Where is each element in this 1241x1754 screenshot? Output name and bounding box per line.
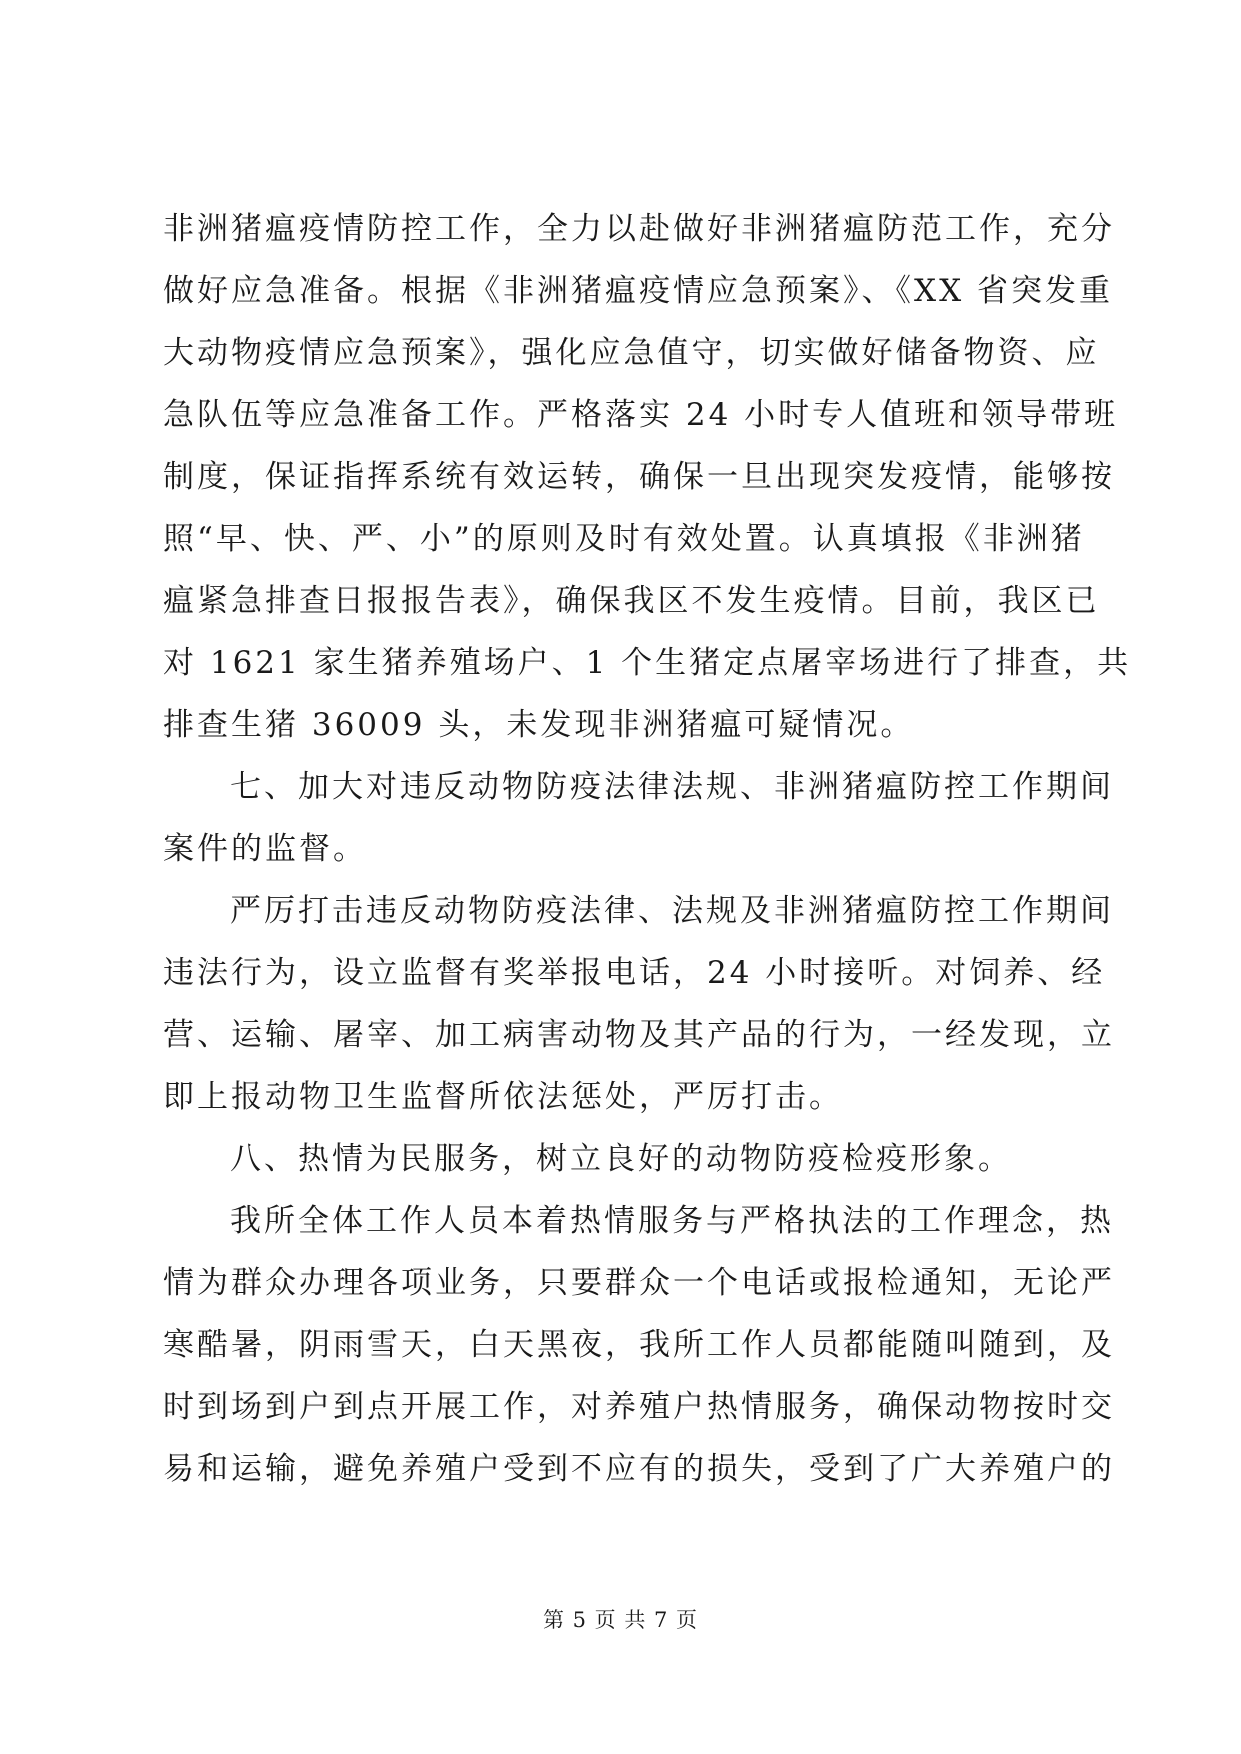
text-line: 即上报动物卫生监督所依法惩处，严厉打击。: [163, 1079, 843, 1115]
text-line: 照“早、快、严、小”的原则及时有效处置。认真填报《非洲猪: [163, 521, 1085, 557]
text-line: 大动物疫情应急预案》，强化应急值守，切实做好储备物资、应: [163, 335, 1100, 371]
text-line: 易和运输，避免养殖户受到不应有的损失，受到了广大养殖户的: [163, 1451, 1115, 1487]
text-line: 我所全体工作人员本着热情服务与严格执法的工作理念，热: [230, 1203, 1114, 1239]
text-line: 严厉打击违反动物防疫法律、法规及非洲猪瘟防控工作期间: [230, 893, 1114, 929]
text-line: 急队伍等应急准备工作。严格落实 24 小时专人值班和领导带班: [163, 397, 1119, 433]
text-line: 违法行为，设立监督有奖举报电话，24 小时接听。对饲养、经: [163, 955, 1106, 991]
page-number-footer: 第 5 页 共 7 页: [542, 1608, 699, 1632]
section-heading-line: 案件的监督。: [163, 831, 367, 867]
section-heading-line: 七、加大对违反动物防疫法律法规、非洲猪瘟防控工作期间: [230, 769, 1114, 805]
text-line: 排查生猪 36009 头，未发现非洲猪瘟可疑情况。: [163, 707, 915, 743]
text-line: 时到场到户到点开展工作，对养殖户热情服务，确保动物按时交: [163, 1389, 1115, 1425]
section-heading-line: 八、热情为民服务，树立良好的动物防疫检疫形象。: [230, 1141, 1012, 1177]
text-line: 营、运输、屠宰、加工病害动物及其产品的行为，一经发现，立: [163, 1017, 1115, 1053]
text-line: 寒酷暑，阴雨雪天，白天黑夜，我所工作人员都能随叫随到，及: [163, 1327, 1115, 1363]
text-line: 瘟紧急排查日报报告表》，确保我区不发生疫情。目前，我区已: [163, 583, 1100, 619]
text-line: 情为群众办理各项业务，只要群众一个电话或报检通知，无论严: [163, 1265, 1115, 1301]
text-line: 对 1621 家生猪养殖场户、1 个生猪定点屠宰场进行了排查，共: [163, 645, 1132, 681]
text-line: 制度，保证指挥系统有效运转，确保一旦出现突发疫情，能够按: [163, 459, 1115, 495]
text-line: 非洲猪瘟疫情防控工作，全力以赴做好非洲猪瘟防范工作，充分: [163, 211, 1115, 247]
text-line: 做好应急准备。根据《非洲猪瘟疫情应急预案》、《XX 省突发重: [163, 273, 1113, 309]
